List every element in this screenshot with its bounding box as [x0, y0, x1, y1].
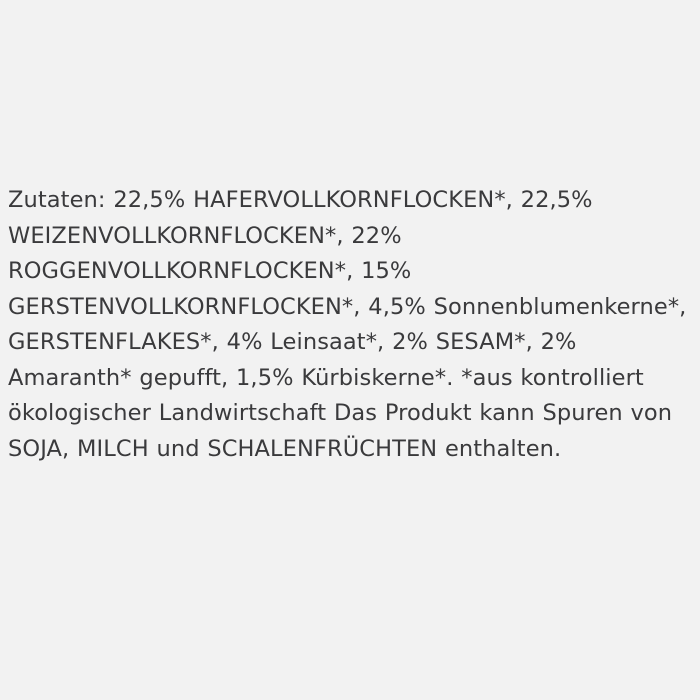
ingredients-block	[8, 183, 696, 467]
ingredients-paragraph: Zutaten: 22,5% HAFERVOLLKORNFLOCKEN*, 22,5% WEIZENVOLLKORNFLOCKEN*, 22% ROGGENVOLLKORNFLOCKEN*, 15% GERSTENVOLLKORNFLOCKEN*, 4,5% Sonnenblumenkerne*, GERSTENFLAKES*, 4% Leinsaat*, 2% SESAM*, 2% Amaranth* gepufft, 1,5% Kürbiskerne*. *aus kontrolliert ökologischer Landwirtschaft Das Produkt kann Spuren von SOJA, MILCH und SCHALENFRÜCHTEN enthalten.	[8, 187, 695, 462]
